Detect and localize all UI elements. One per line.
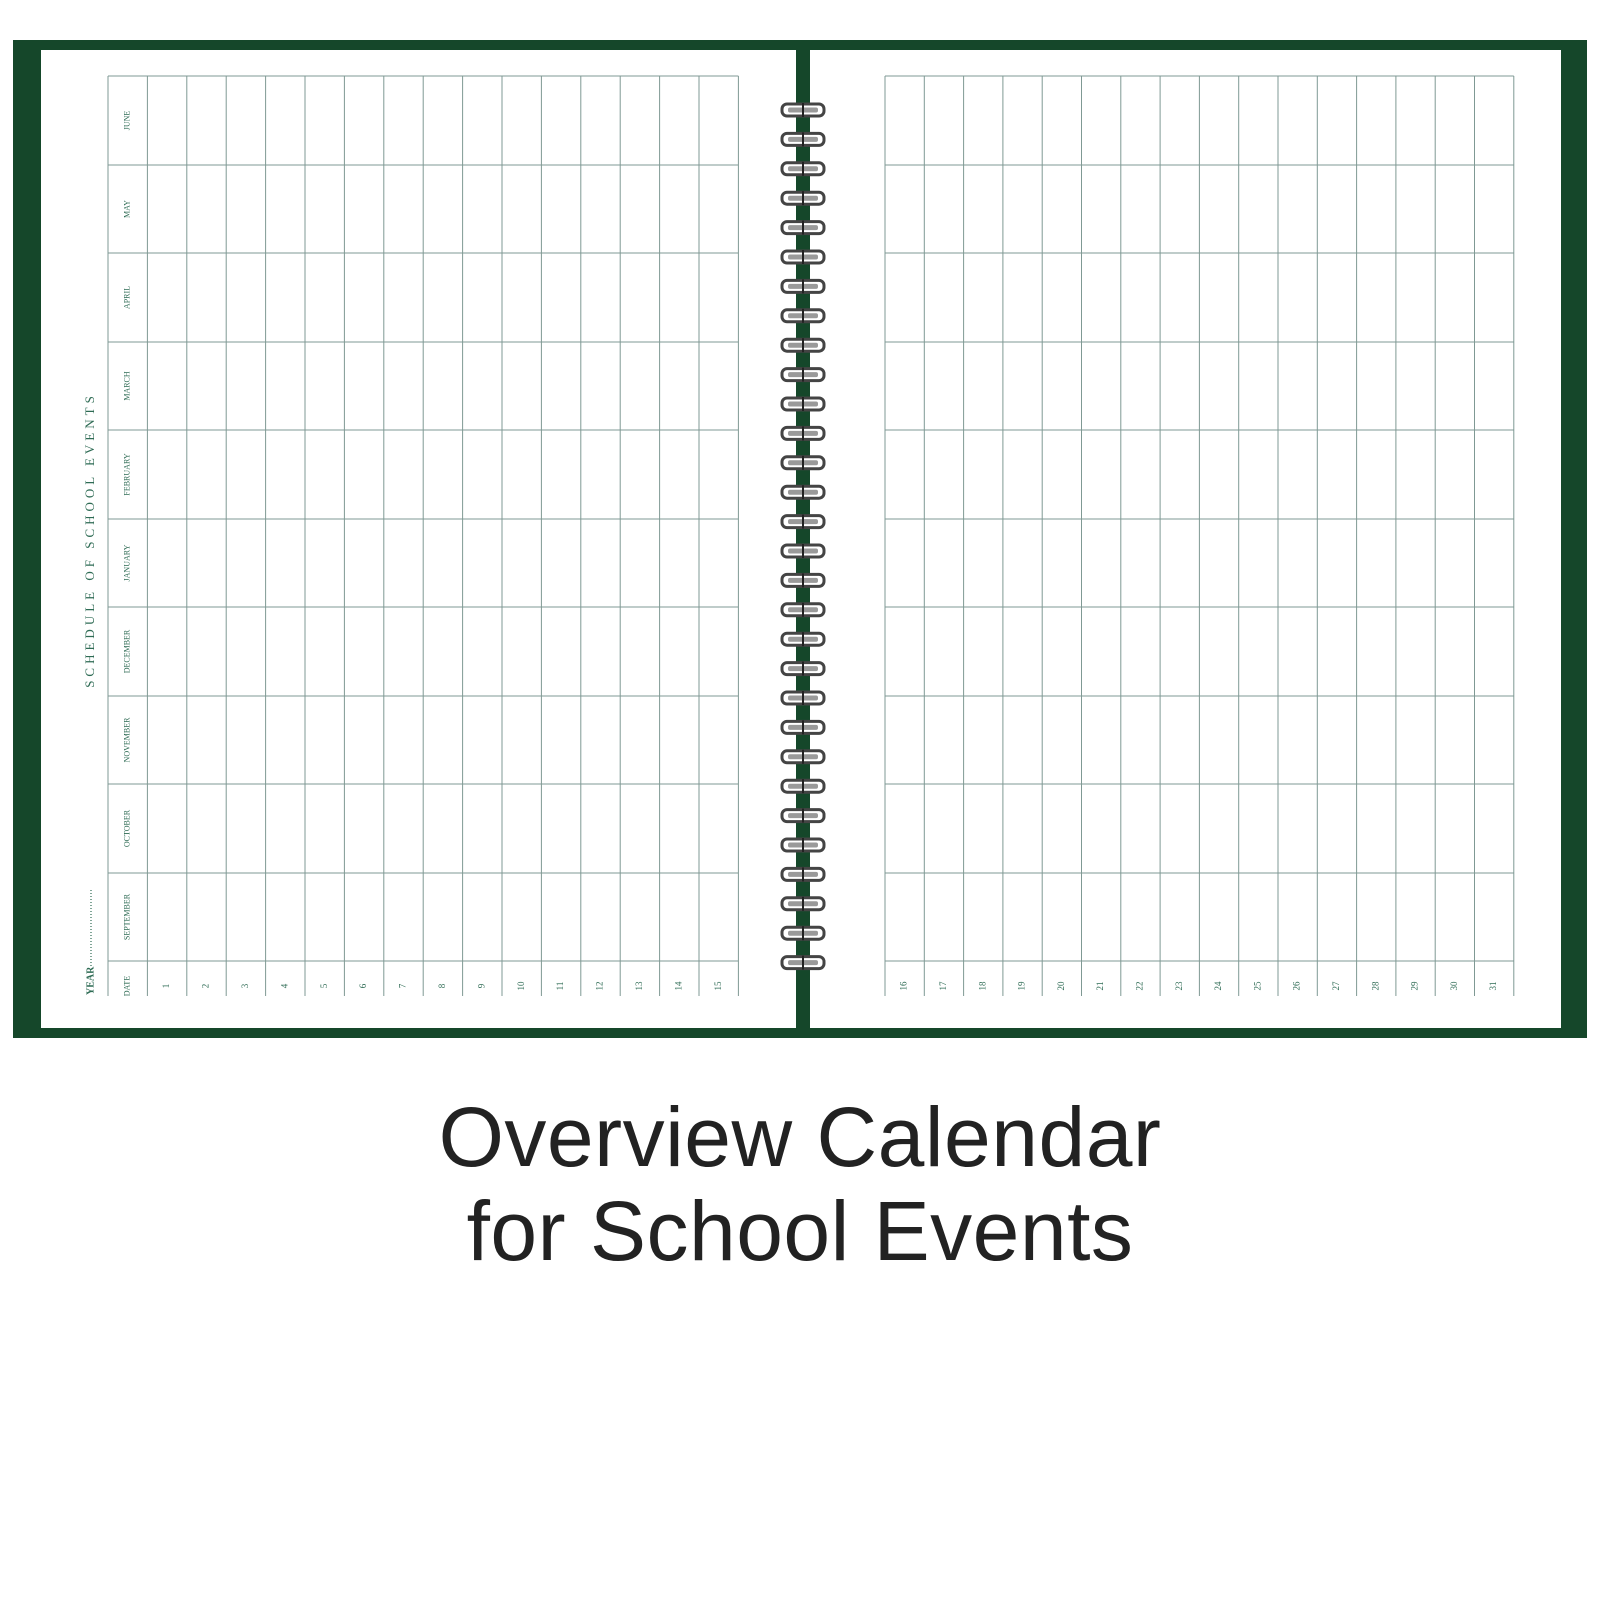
caption-line-2: for School Events (466, 1184, 1134, 1278)
spiral-coil (782, 720, 824, 734)
month-label: APRIL (122, 285, 132, 310)
spiral-coil (782, 809, 824, 823)
spiral-coil (782, 867, 824, 881)
day-number: 16 (898, 981, 909, 991)
spiral-coil (782, 103, 824, 117)
spiral-binding (778, 40, 828, 1038)
spiral-coil (782, 838, 824, 852)
day-number: 8 (436, 983, 447, 989)
day-number: 23 (1173, 981, 1184, 991)
spiral-coil (782, 603, 824, 617)
spiral-coil (782, 750, 824, 764)
day-number: 2 (200, 983, 211, 989)
month-label: SEPTEMBER (122, 893, 132, 941)
right-page (806, 50, 1561, 1028)
day-number: 12 (594, 981, 605, 991)
day-number: 17 (938, 981, 949, 991)
spiral-coil (782, 573, 824, 587)
spiral-coil (782, 162, 824, 176)
spiral-coil (782, 250, 824, 264)
spiral-coil (782, 926, 824, 940)
page-title: SCHEDULE OF SCHOOL EVENTS (81, 392, 97, 688)
month-label: FEBRUARY (122, 453, 132, 496)
day-number: 19 (1016, 981, 1027, 991)
spiral-coil (782, 309, 824, 323)
spiral-coil (782, 456, 824, 470)
day-number: 28 (1370, 981, 1381, 991)
day-number: 10 (515, 981, 526, 991)
month-label: JUNE (122, 110, 132, 131)
spiral-coil (782, 191, 824, 205)
date-column-label: DATE (122, 975, 132, 997)
spiral-coil (782, 515, 824, 529)
spiral-coil (782, 691, 824, 705)
spine (796, 40, 810, 1038)
month-label: JANUARY (122, 544, 132, 582)
right-page-grid (806, 50, 1561, 1028)
day-number: 30 (1448, 981, 1459, 991)
spiral-coil (782, 779, 824, 793)
day-number: 15 (712, 981, 723, 991)
day-number: 4 (279, 983, 290, 989)
day-number: 27 (1331, 981, 1342, 991)
day-number: 13 (633, 981, 644, 991)
left-page (41, 50, 796, 1028)
day-number: 25 (1252, 981, 1263, 991)
year-label: YEAR (85, 966, 97, 995)
day-number: 7 (397, 983, 408, 989)
month-label: OCTOBER (122, 809, 132, 848)
day-number: 6 (358, 983, 369, 989)
day-number: 21 (1095, 981, 1106, 991)
day-number: 22 (1134, 981, 1145, 991)
day-number: 26 (1291, 981, 1302, 991)
day-number: 20 (1055, 981, 1066, 991)
caption (0, 1090, 1600, 1278)
spiral-coil (782, 662, 824, 676)
day-number: 29 (1409, 981, 1420, 991)
spiral-coil (782, 426, 824, 440)
day-number: 11 (555, 981, 566, 991)
caption-line-1: Overview Calendar (438, 1090, 1162, 1184)
day-number: 5 (318, 983, 329, 989)
day-number: 3 (239, 983, 250, 989)
month-label: MARCH (122, 371, 132, 401)
spiral-coil (782, 338, 824, 352)
spiral-coil (782, 544, 824, 558)
spiral-coil (782, 221, 824, 235)
day-number: 14 (673, 981, 684, 991)
day-number: 18 (977, 981, 988, 991)
spiral-coil (782, 279, 824, 293)
month-label: DECEMBER (122, 629, 132, 674)
day-number: 9 (476, 983, 487, 989)
day-number: 31 (1488, 981, 1499, 991)
spiral-coil (782, 397, 824, 411)
spiral-coil (782, 132, 824, 146)
spiral-coil (782, 632, 824, 646)
day-number: 1 (161, 983, 172, 989)
day-number: 24 (1213, 981, 1224, 991)
month-label: MAY (122, 200, 132, 218)
spiral-coil (782, 368, 824, 382)
month-label: NOVEMBER (122, 717, 132, 763)
spiral-coil (782, 485, 824, 499)
left-page-grid (41, 50, 796, 1028)
spiral-planner (13, 40, 1587, 1038)
spiral-coil (782, 897, 824, 911)
spiral-coil (782, 956, 824, 970)
